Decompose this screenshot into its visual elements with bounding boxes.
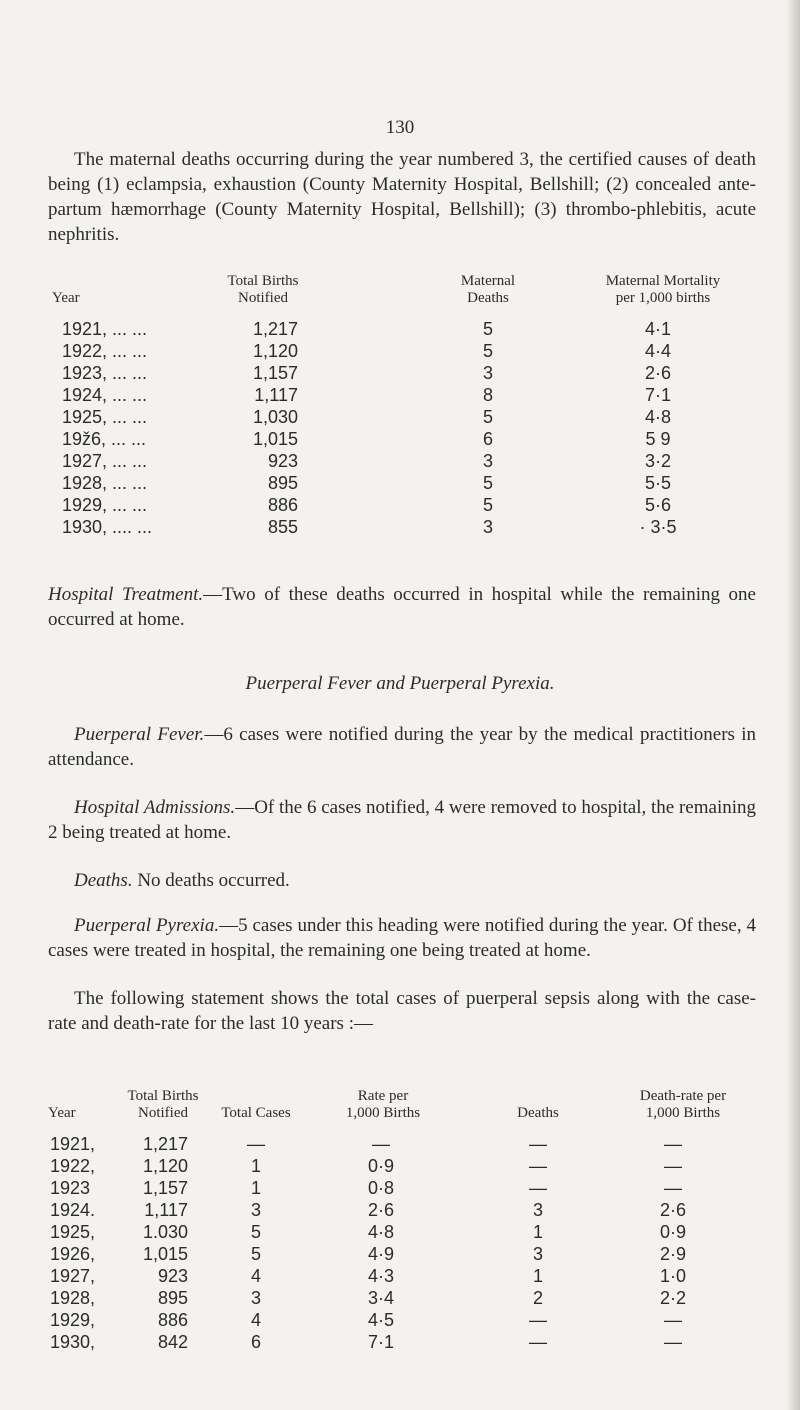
header-rate: Maternal Mortality per 1,000 births: [605, 273, 721, 306]
table-row: 19ž6, ... ... 1,015 6 5 9: [62, 429, 671, 449]
header-year: Year: [52, 290, 80, 306]
header-deaths: Maternal Deaths: [460, 273, 516, 306]
puerperal-pyrexia-paragraph: [48, 913, 756, 963]
header-births: Total Births Notified: [227, 273, 299, 306]
table-header: [48, 1088, 768, 1134]
table-row: 1924. 1,117 3 2·6 3 2·6: [50, 1200, 686, 1220]
table-row: 1921, 1,217 — — — —: [50, 1134, 682, 1154]
table-header: [48, 273, 768, 319]
table-row: 1923 1,157 1 0·8 — —: [50, 1178, 682, 1198]
table-row: 1926, 1,015 5 4·9 3 2·9: [50, 1244, 686, 1264]
deaths-title: Deaths.: [74, 870, 133, 891]
header-death-rate: Death-rate per 1,000 Births: [639, 1088, 727, 1121]
puerperal-sepsis-table: [48, 1088, 768, 1354]
table-row: 1928, ... ... 895 5 5·5: [62, 473, 671, 493]
puerperal-pyrexia-text: —5 cases under this heading were notified during the year. Of these, 4 cases were treated in hospital, the remaining one being treated at home.: [48, 915, 756, 961]
deaths-paragraph: [48, 868, 756, 893]
table-row: 1923, ... ... 1,157 3 2·6: [62, 363, 671, 383]
table-row: 1927, ... ... 923 3 3·2: [62, 451, 671, 471]
table-row: 1924, ... ... 1,117 8 7·1: [62, 385, 671, 405]
hospital-admissions-text: —Of the 6 cases notified, 4 were removed to hospital, the remaining 2 being treated at home.: [48, 797, 756, 843]
hospital-admissions-paragraph: [48, 795, 756, 845]
puerperal-fever-title: Puerperal Fever.: [74, 724, 205, 745]
puerperal-fever-paragraph: [48, 722, 756, 772]
header-cases: Total Cases: [221, 1105, 291, 1121]
header-births: Total Births Notified: [127, 1088, 199, 1121]
puerperal-pyrexia-title: Puerperal Pyrexia.: [74, 915, 220, 936]
puerperal-fever-text: —6 cases were notified during the year by the medical practitioners in attendance.: [48, 724, 757, 770]
table-row: 1921, ... ... 1,217 5 4·1: [62, 319, 671, 339]
table-row: 1929, ... ... 886 5 5·6: [62, 495, 671, 515]
table-row: 1927, 923 4 4·3 1 1·0: [50, 1266, 686, 1286]
page-number: 130: [385, 117, 415, 138]
hospital-admissions-title: Hospital Admissions.: [74, 797, 236, 818]
header-rate: Rate per 1,000 Births: [345, 1088, 421, 1121]
intro-paragraph: The maternal deaths occurring during the year numbered 3, the certified causes of death being (1) eclampsia, exhaustion (County Maternity Hospital, Bellshill; (2) concealed ante-partum hæmorrhage (County Maternity Hospital, Bellshill); (3) thrombo-phlebitis, acute nephritis.: [48, 149, 756, 245]
section-heading: Puerperal Fever and Puerperal Pyrexia.: [245, 673, 555, 694]
table-row: 1929, 886 4 4·5 — —: [50, 1310, 682, 1330]
statement-paragraph: The following statement shows the total cases of puerperal sepsis along with the case-rate and death-rate for the last 10 years :—: [48, 988, 756, 1034]
table-row: 1922, ... ... 1,120 5 4·4: [62, 341, 671, 361]
hospital-treatment-paragraph: [48, 582, 756, 632]
header-deaths: Deaths: [517, 1105, 559, 1121]
maternal-mortality-table: [48, 273, 768, 539]
deaths-text: No deaths occurred.: [132, 870, 290, 891]
header-year: Year: [48, 1105, 76, 1121]
table-row: 1925, ... ... 1,030 5 4·8: [62, 407, 671, 427]
page-edge-shadow: [786, 0, 800, 1410]
hospital-treatment-title: Hospital Treatment.: [48, 584, 204, 605]
table-row: 1930, 842 6 7·1 — —: [50, 1332, 682, 1352]
table-row: 1922, 1,120 1 0·9 — —: [50, 1156, 682, 1176]
table-row: 1930, .... ... 855 3 · 3·5: [62, 517, 677, 537]
table-row: 1928, 895 3 3·4 2 2·2: [50, 1288, 686, 1308]
table-row: 1925, 1.030 5 4·8 1 0·9: [50, 1222, 686, 1242]
hospital-treatment-text: —Two of these deaths occurred in hospital while the remaining one occurred at home.: [48, 584, 756, 630]
